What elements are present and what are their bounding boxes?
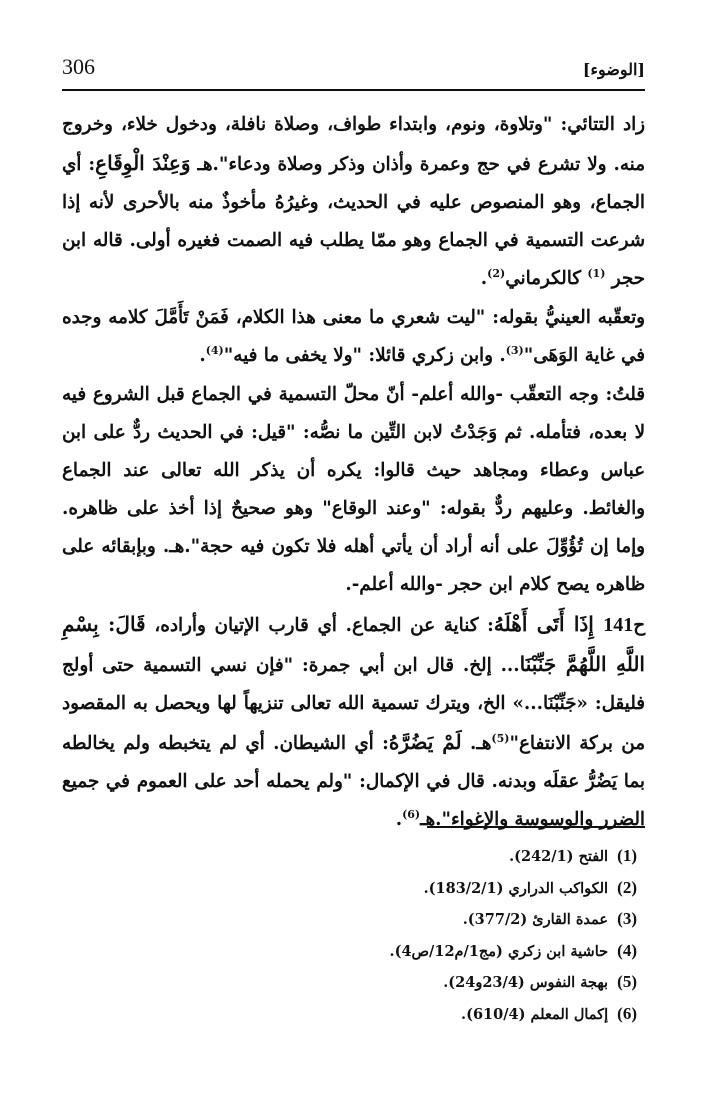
quoted-hadith: إِذَا أَتَى أَهْلَهُ xyxy=(493,612,604,636)
footnotes xyxy=(200,841,637,1031)
quoted-hadith: لَمْ يَضُرَّهُ xyxy=(388,730,462,754)
footnote-ref[interactable]: (4) xyxy=(205,343,224,357)
hadith-number: 141 xyxy=(603,614,634,636)
footnote-item: (6) إكمال المعلم (610/4). xyxy=(461,1003,637,1023)
footnote-item: (5) بهجة النفوس (23/4و24). xyxy=(443,972,637,992)
footnote-ref[interactable]: (5) xyxy=(491,731,510,745)
footnote-rule xyxy=(427,826,645,828)
footnote-item: (3) عمدة القارئ (377/2). xyxy=(462,909,637,929)
paragraph-3: قلتُ: وجه التعقّب -والله أعلم- أنّ محلّ التسمية في الجماع قبل الشروع فيه لا بعده، فتأمله. ثم وَجَدْتُ لابن التِّين ما نصُّه: "قيل: في الحديث ردٌّ على ابن عباس وعطاء ومجاهد حيث قالوا: يكره أن يذكر الله تعالى عند الجماع والغائط. وعليهم ردٌّ بقوله: "وعند الوقاع" وهو صحيحٌ إذا أخذ على ظاهره. وإما إن تُؤُوِّلَ على أنه أراد أن يأتي أهله فلا تكون فيه حجة".هـ. وبإبقائه على ظاهره يصح كلام ابن حجر -والله أعلم-. xyxy=(62,384,645,595)
footnote-ref[interactable]: (6) xyxy=(402,807,421,821)
hadith-label: ح xyxy=(633,615,645,636)
quoted-hadith: قَالَ: بِسْمِ اللَّهِ اللَّهُمَّ جَنِّبْنَا xyxy=(62,612,645,676)
footnote-item: (2) الكواكب الدراري (183/2/1). xyxy=(423,877,637,897)
paragraph-4: ح141 إِذَا أَتَى أَهْلَهُ: كناية عن الجماع. أي قارب الإتيان وأراده، قَالَ: بِسْمِ اللَّهِ اللَّهُمَّ جَنِّبْنَا... إلخ. قال ابن أبي جمرة: "فإن نسي التسمية حتى أولج فليقل: «جَنِّبْنَا...» الخ، ويترك تسمية الله تعالى تنزيهاً لها ويحصل به المقصود من بركة الانتفاع"$^{(5)}$هـ. لَمْ يَضُرَّهُ: أي الشيطان. أي لم يتخبطه ولم يخالطه بما يَضُرُّ عقلَه وبدنه. قال في الإكمال: "ولم يحمله أحد على العموم في جميع الضرر والوسوسة والإغواء".هـ$^{(6)}$. xyxy=(62,612,645,830)
paragraph-1: زاد التتائي: "وتلاوة، ونوم، وابتداء طواف، وصلاة نافلة، ودخول خلاء، وخروج منه. ولا تشرع في حج وعمرة وأذان وذكر وصلاة ودعاء".هـ وَعِنْدَ الْوِقَاعِ: أي الجماع، وهو المنصوص عليه في الحديث، وغيرُهُ مأخوذٌ منه بالأحرى لأنه إذا شرعت التسمية في الجماع وهو ممّا يطلب فيه الصمت فغيره أولى. قاله ابن حجر $^{(1)}$ كالكرماني$^{(2)}$. xyxy=(62,114,645,289)
footnote-ref[interactable]: (1) xyxy=(587,266,606,280)
page-number: 306 xyxy=(62,54,95,79)
footnote-item: (4) حاشية ابن زكري (مج1/م12/ص4). xyxy=(389,940,637,960)
page-header xyxy=(62,52,645,88)
quoted-keyword: وَعِنْدَ الْوِقَاعِ xyxy=(95,151,191,175)
footnote-ref[interactable]: (2) xyxy=(487,266,506,280)
main-text xyxy=(62,106,645,839)
paragraph-2: وتعقّبه العينيُّ بقوله: "ليت شعري ما معنى هذا الكلام، فَمَنْ تَأَمَّلَ كلامه وجده في غاية الوَهَى"$^{(3)}$. وابن زكري قائلا: "ولا يخفى ما فيه"$^{(4)}$. xyxy=(62,307,645,366)
header-rule xyxy=(62,89,645,91)
running-head: [الوضوء] xyxy=(582,60,645,79)
footnote-item: (1) الفتح (242/1). xyxy=(509,846,637,865)
footnote-ref[interactable]: (3) xyxy=(505,343,524,357)
